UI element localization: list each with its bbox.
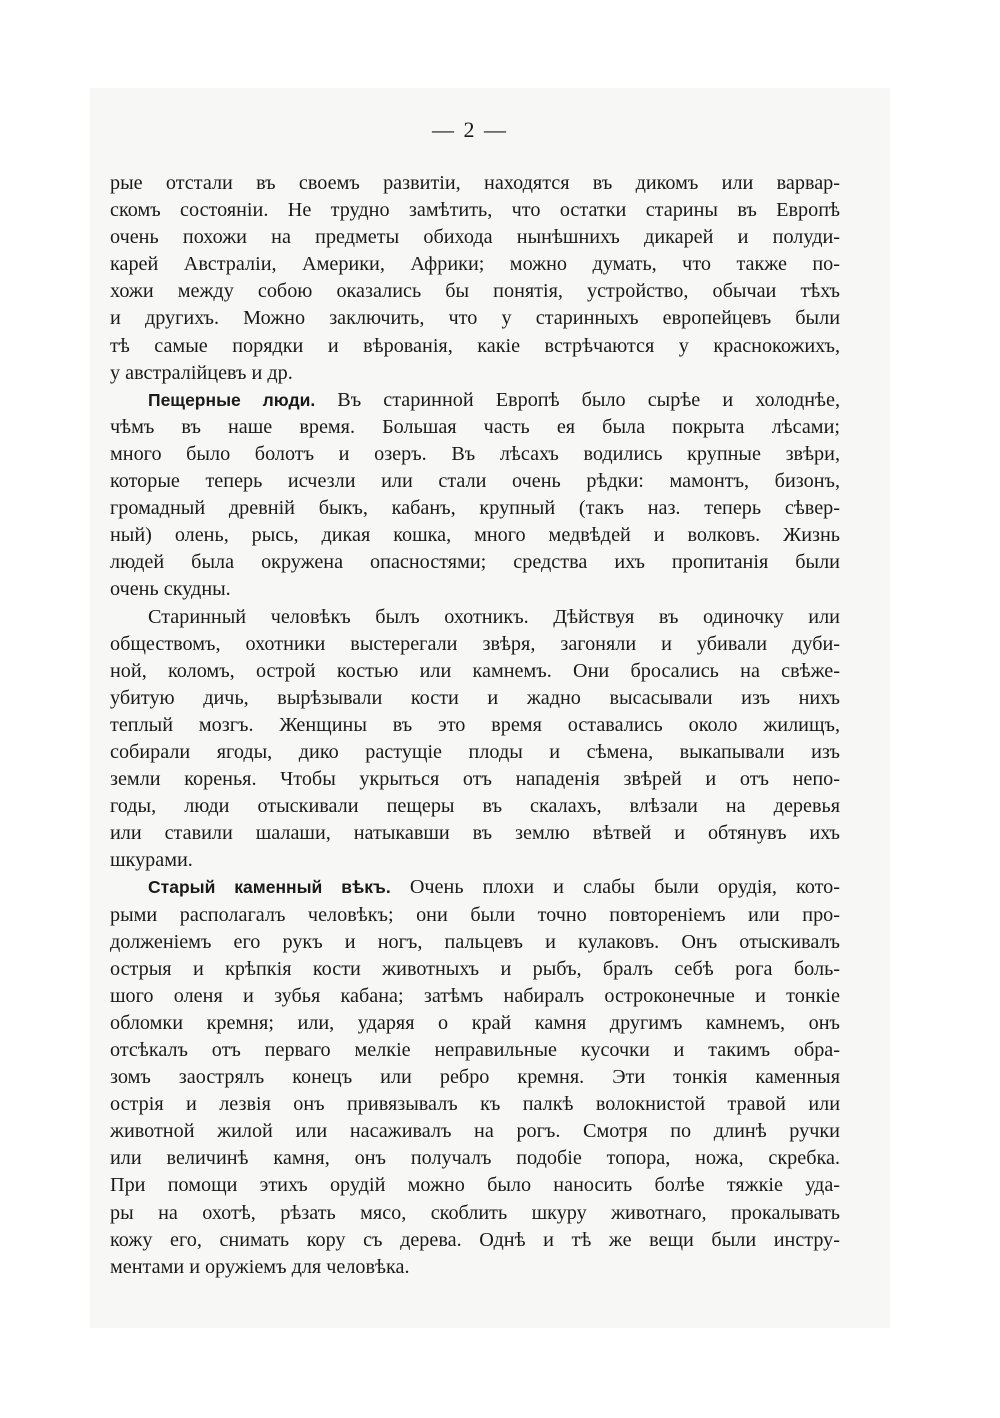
text-line: убитую дичь, вырѣзывали кости и жадно высасывали изъ нихъ [110, 686, 840, 709]
text-line: острыя и крѣпкія кости животныхъ и рыбъ, бралъ себѣ рога боль- [110, 957, 840, 980]
text-line: животной жилой или насаживалъ на рогъ. Смотря по длинѣ ручки [110, 1120, 840, 1143]
text-line: годы, люди отыскивали пещеры въ скалахъ, влѣзали на деревья [110, 795, 840, 818]
text-line: чѣмъ въ наше время. Большая часть ея была покрыта лѣсами; [110, 415, 840, 438]
text-line: Очень плохи и слабы были орудія, кото- [409, 876, 840, 899]
text-line: шкурами. [110, 849, 193, 872]
text-line: Въ старинной Европѣ было сырѣе и холоднѣе, [337, 388, 840, 411]
text-line: тѣ самые порядки и вѣрованія, какіе встрѣчаются у краснокожихъ, [110, 334, 840, 357]
paragraph-2 [110, 387, 840, 604]
page-number: — 2 — [432, 117, 508, 142]
text-line: При помощи этихъ орудій можно было наносить болѣе тяжкіе уда- [110, 1174, 840, 1197]
text-line: или ставили шалаши, натыкавши въ землю вѣтвей и обтянувъ ихъ [110, 822, 840, 845]
text-line: ной, коломъ, острой костью или камнемъ. Они бросались на свѣже- [110, 659, 840, 682]
text-line: земли коренья. Чтобы укрыться отъ нападенія звѣрей и отъ непо- [110, 768, 840, 791]
text-line: теплый мозгъ. Женщины въ это время оставались около жилищъ, [110, 713, 840, 736]
text-line: рые отстали въ своемъ развитіи, находятся въ дикомъ или варвар- [110, 172, 840, 194]
text-line: отсѣкалъ отъ перваго мелкіе неправильные кусочки и такимъ обра- [110, 1039, 840, 1061]
text-line: кожу его, снимать кору съ дерева. Однѣ и тѣ же вещи были инстру- [110, 1228, 840, 1251]
text-line: людей была окружена опасностями; средства ихъ пропитанія были [110, 551, 840, 574]
text-line: ный) олень, рысь, дикая кошка, много медвѣдей и волковъ. Жизнь [110, 524, 840, 547]
text-line: очень скудны. [110, 578, 231, 601]
text-line: ментами и оружіемъ для человѣка. [110, 1255, 410, 1278]
paragraph-4 [110, 874, 840, 1280]
text-line: карей Австраліи, Америки, Африки; можно думать, что также по- [110, 253, 840, 276]
text-line: и другихъ. Можно заключить, что у старинныхъ европейцевъ были [110, 307, 840, 330]
paragraph-1 [110, 170, 840, 387]
text-line: которые теперь исчезли или стали очень рѣдки: мамонтъ, бизонъ, [110, 470, 840, 493]
text-line: обломки кремня; или, ударяя о край камня другимъ камнемъ, онъ [110, 1011, 840, 1034]
text-line: шого оленя и зубья кабана; затѣмъ набиралъ остроконечные и тонкіе [110, 984, 840, 1007]
text-line: ры на охотѣ, рѣзать мясо, скоблить шкуру животнаго, прокалывать [110, 1201, 840, 1224]
text-line: долженіемъ его рукъ и ногъ, пальцевъ и кулаковъ. Онъ отыскивалъ [110, 930, 840, 953]
text-line: обществомъ, охотники выстерегали звѣря, загоняли и убивали дуби- [110, 632, 840, 655]
text-line: хожи между собою оказались бы понятія, устройство, обычаи тѣхъ [110, 280, 840, 303]
text-line: скомъ состояніи. Не трудно замѣтить, что остатки старины въ Европѣ [110, 199, 840, 222]
text-line-indented [110, 604, 840, 631]
text-line: Старинный человѣкъ былъ охотникъ. Дѣйствуя въ одиночку или [148, 605, 840, 628]
text-line: или величинѣ камня, онъ получалъ подобіе топора, ножа, скребка. [110, 1147, 840, 1170]
text-line: рыми располагалъ человѣкъ; они были точно повтореніемъ или про- [110, 903, 840, 926]
section-heading-cave-people: Пещерные люди. [148, 389, 316, 410]
text-line-with-heading [110, 387, 840, 414]
body-text [110, 170, 840, 1281]
text-line: зомъ заострялъ конецъ или ребро кремня. Эти тонкія каменныя [110, 1066, 840, 1089]
text-line: собирали ягоды, дико растущіе плоды и сѣмена, выкапывали изъ [110, 740, 840, 763]
text-line-with-heading [110, 874, 840, 901]
section-heading-old-stone-age: Старый каменный вѣкъ. [148, 877, 391, 898]
text-line: громадный древній быкъ, кабанъ, крупный (такъ наз. теперь сѣвер- [110, 497, 840, 520]
text-line: острія и лезвія онъ привязывалъ къ палкѣ волокнистой травой или [110, 1093, 840, 1116]
text-line: у австралійцевъ и др. [110, 361, 293, 384]
text-line: очень похожи на предметы обихода нынѣшнихъ дикарей и полуди- [110, 226, 840, 249]
paragraph-3 [110, 604, 840, 875]
text-line: много было болотъ и озеръ. Въ лѣсахъ водились крупные звѣри, [110, 442, 840, 465]
